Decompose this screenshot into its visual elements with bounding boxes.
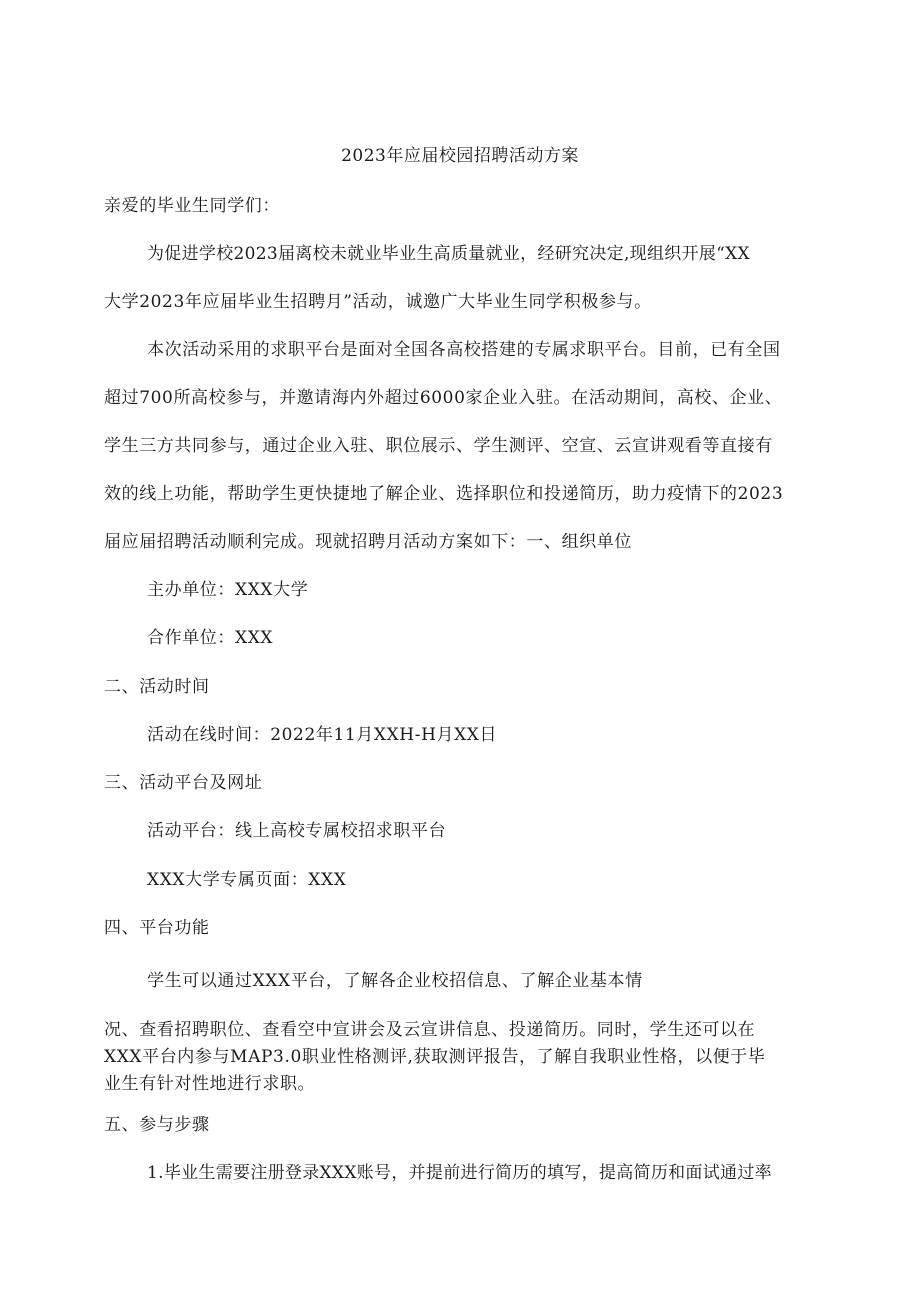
section-heading-platform: 三、活动平台及网址 [104, 773, 263, 793]
platform-intro-line-1: 本次活动采用的求职平台是面对全国各高校搭建的专属求职平台。目前，已有全国 [147, 340, 781, 360]
intro-line-1: 为促进学校2023届离校未就业毕业生高质量就业，经研究决定,现组织开展“XX [147, 244, 750, 264]
partner-organizer: 合作单位：XXX [147, 628, 274, 648]
functions-line-3: XXX平台内参与MAP3.0职业性格测评,获取测评报告，了解自我职业性格，以便于毕 [104, 1047, 766, 1067]
activity-time: 活动在线时间：2022年11月XXH-H月XX日 [147, 725, 498, 745]
document-title: 2023年应届校园招聘活动方案 [341, 146, 579, 166]
university-page: XXX大学专属页面：XXX [147, 870, 347, 890]
functions-line-2: 况、查看招聘职位、查看空中宣讲会及云宣讲信息、投递简历。同时，学生还可以在 [104, 1020, 756, 1040]
section-heading-functions: 四、平台功能 [104, 918, 210, 938]
host-organizer: 主办单位：XXX大学 [147, 580, 309, 600]
intro-line-2: 大学2023年应届毕业生招聘月”活动，诚邀广大毕业生同学积极参与。 [104, 292, 652, 312]
platform-intro-line-3: 学生三方共同参与，通过企业入驻、职位展示、学生测评、空宣、云宣讲观看等直接有 [104, 436, 773, 456]
platform-intro-line-4: 效的线上功能，帮助学生更快捷地了解企业、选择职位和投递简历，助力疫情下的2023 [104, 484, 784, 504]
functions-line-1: 学生可以通过XXX平台，了解各企业校招信息、了解企业基本情 [147, 971, 643, 991]
platform-intro-line-5: 届应届招聘活动顺利完成。现就招聘月活动方案如下：一、组织单位 [104, 532, 632, 552]
platform-intro-line-2: 超过700所高校参与，并邀请海内外超过6000家企业入驻。在活动期间，高校、企业、 [104, 388, 783, 408]
greeting: 亲爱的毕业生同学们： [104, 196, 280, 216]
section-heading-steps: 五、参与步骤 [104, 1115, 210, 1135]
section-heading-time: 二、活动时间 [104, 677, 210, 697]
step-1: 1.毕业生需要注册登录XXX账号，并提前进行简历的填写，提高简历和面试通过率 [147, 1163, 772, 1183]
functions-line-4: 业生有针对性地进行求职。 [104, 1074, 316, 1094]
activity-platform: 活动平台：线上高校专属校招求职平台 [147, 821, 447, 841]
